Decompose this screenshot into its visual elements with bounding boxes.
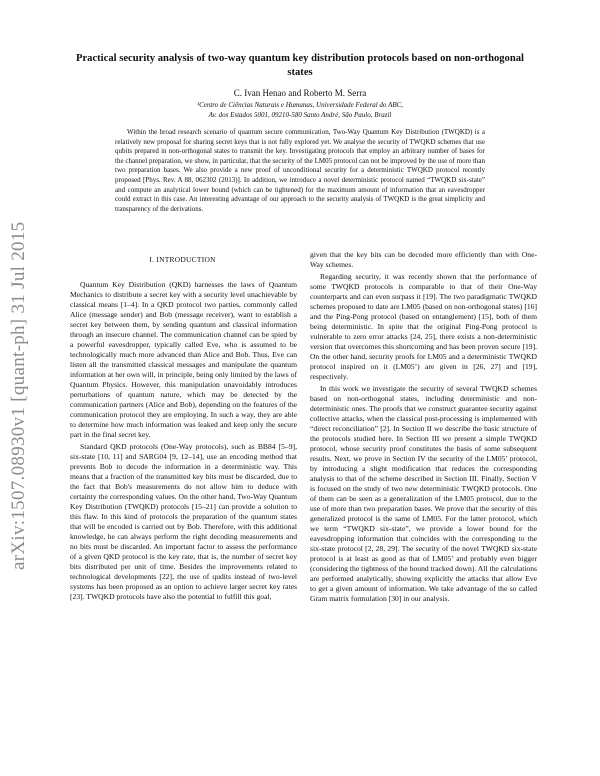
right-column — [310, 250, 537, 606]
affiliation-line-1: ¹Centro de Ciências Naturais e Humanas, Universidade Federal do ABC, — [196, 101, 404, 109]
abstract-text: Within the broad research scenario of quantum secure communication, Two-Way Quantum Key Distribution (TWQKD) is a relatively new proposal for sharing secret keys that is not fully explored yet. We analyse the security of TWQKD schemes that use qubits prepared in non-orthogonal states to transmit the key. Investigating protocols that employ an arbitrary number of bases for the channel preparation, we show, in particular, that the security of the LM05 protocol can not be improved by the use of more than two preparation bases. We also provide a new proof of unconditional security for a deterministic TWQKD protocol recently proposed [Phys. Rev. A 88, 062302 (2013)]. In addition, we introduce a novel deterministic protocol named “TWQKD six-state” and compute an analytical lower bound (which can be tightened) for the maximum amount of information that an eavesdropper could extract in this case. An interesting advantage of our approach to the security analysis of TWQKD is the great simplicity and transparency of the derivations. — [115, 128, 485, 213]
intro-paragraph-3: Regarding security, it was recently shown that the performance of some TWQKD protocols is comparable to that of their One-Way counterparts and can even surpass it [19]. The two paradigmatic TWQKD schemes proposed to date are LM05 (based on non-orthogonal states) [16] and the Ping-Pong protocol (based on entanglement) [15], both of them being deterministic. In spite that the original Ping-Pong protocol is vulnerable to zero error attacks [24, 25], there exists a non-deterministic version that overcomes this shortcoming and has been proven secure [19]. On the other hand, security proofs for LM05 and a deterministic TWQKD protocol inspired on it (LM05’) are given in [26, 27] and [19], respectively. — [310, 272, 537, 381]
intro-paragraph-2: Standard QKD protocols (One-Way protocols), such as BB84 [5–9], six-state [10, 11] and SARG04 [9, 12–14], use an encoding method that prevents Bob to decode the information in a deterministic way. This means that a fraction of the transmitted key bits must be discarded, due to the fact that Bob's measurements do not allow him to deduce with certainty the corresponding values. On the other hand, Two-Way Quantum Key Distribution (TWQKD) protocols [15–21] can provide a solution to this flaw. In this kind of protocols the preparation of the quantum states that will be encoded is carried out by Bob. Therefore, with this additional knowledge, he can always perform the right decoding measurements and no bits must be discarded. An important factor to assess the performance of a given QKD protocol is the key rate, that is, the number of secret key bits distributed per unit of time. Besides the improvements related to technological developments [22], the use of qudits instead of two-level systems has been proposed as an option to achieve larger secret key rates [23]. TWQKD protocols have also the potential to fulfill this goal, — [70, 442, 297, 601]
intro-paragraph-4: In this work we investigate the security of several TWQKD schemes based on non-orthogonal states, including deterministic and non-deterministic ones. The proofs that we construct guarantee security against collective attacks, when the classical post-processing is implemented with “direct reconciliation” [2]. In Section II we describe the basic structure of the protocols studied here. In Section III we present a simple TWQKD protocol, whose security proof constitutes the basis of some subsequent results. Next, we prove in Section IV the security of the LM05’ protocol, by introducing a slight modification that reduces the corresponding analysis to that of the scheme described in Section III. Finally, Section V is focused on the study of two new deterministic TWQKD protocols. One of them can be seen as a generalization of the LM05 protocol, due to the use of more than two preparation bases. We prove that the security of this generalized protocol is the same of LM05. For the latter protocol, which we term “TWQKD six-state”, we provide a lower bound for the eavesdropping information that coincides with the corresponding to the six-state protocol [2, 28, 29]. The security of the novel TWQKD six-state protocol is at least as good as that of LM05’ and probably even bigger (considering the tightness of the bound tracked down). All the calculations are performed analytically, showing explicitly the attacks that allow Eve to get a given amount of information. We take advantage of the so called Gram matrix formulation [30] in our analysis. — [310, 384, 537, 603]
paper-title: Practical security analysis of two-way quantum key distribution protocols based on non-orthogonal states — [75, 53, 524, 78]
affiliation-line-2: Av. dos Estados 5001, 09210-580 Santo André, São Paulo, Brazil — [208, 111, 392, 119]
author-list: C. Ivan Henao and Roberto M. Serra — [233, 88, 367, 98]
affiliation — [100, 100, 500, 120]
section-heading-introduction: I. INTRODUCTION — [149, 255, 216, 264]
abstract — [115, 128, 485, 214]
intro-paragraph-2-continued: given that the key bits can be decoded more efficiently than with One-Way schemes. — [310, 250, 537, 269]
left-column — [70, 280, 297, 604]
intro-paragraph-1: Quantum Key Distribution (QKD) harnesses the laws of Quantum Mechanics to distribute a secret key with a security level unachievable by classical means [1–4]. In a QKD protocol two parties, commonly called Alice (message sender) and Bob (message receiver), want to establish a secret key between them, by sending quantum and classical information through an insecure channel. The communication channel can be spied by a powerful eavesdropper, typically called Eve, who is assumed to be technologically much more advanced than Alice and Bob. Thus, Eve can listen all the transmitted classical messages and manipulate the quantum information at her own will, in principle, being only limited by the laws of Quantum Physics. However, this manipulation unavoidably introduces perturbations of quantum nature, which may be detected by the communication partners (Alice and Bob), depending on the features of the communication protocol they are employing. In such a way, they are able to determine how much information was leaked and keep only the secure part in the final secret key. — [70, 280, 297, 439]
arxiv-identifier-stamp: arXiv:1507.08930v1 [quant-ph] 31 Jul 2015 — [8, 221, 29, 570]
